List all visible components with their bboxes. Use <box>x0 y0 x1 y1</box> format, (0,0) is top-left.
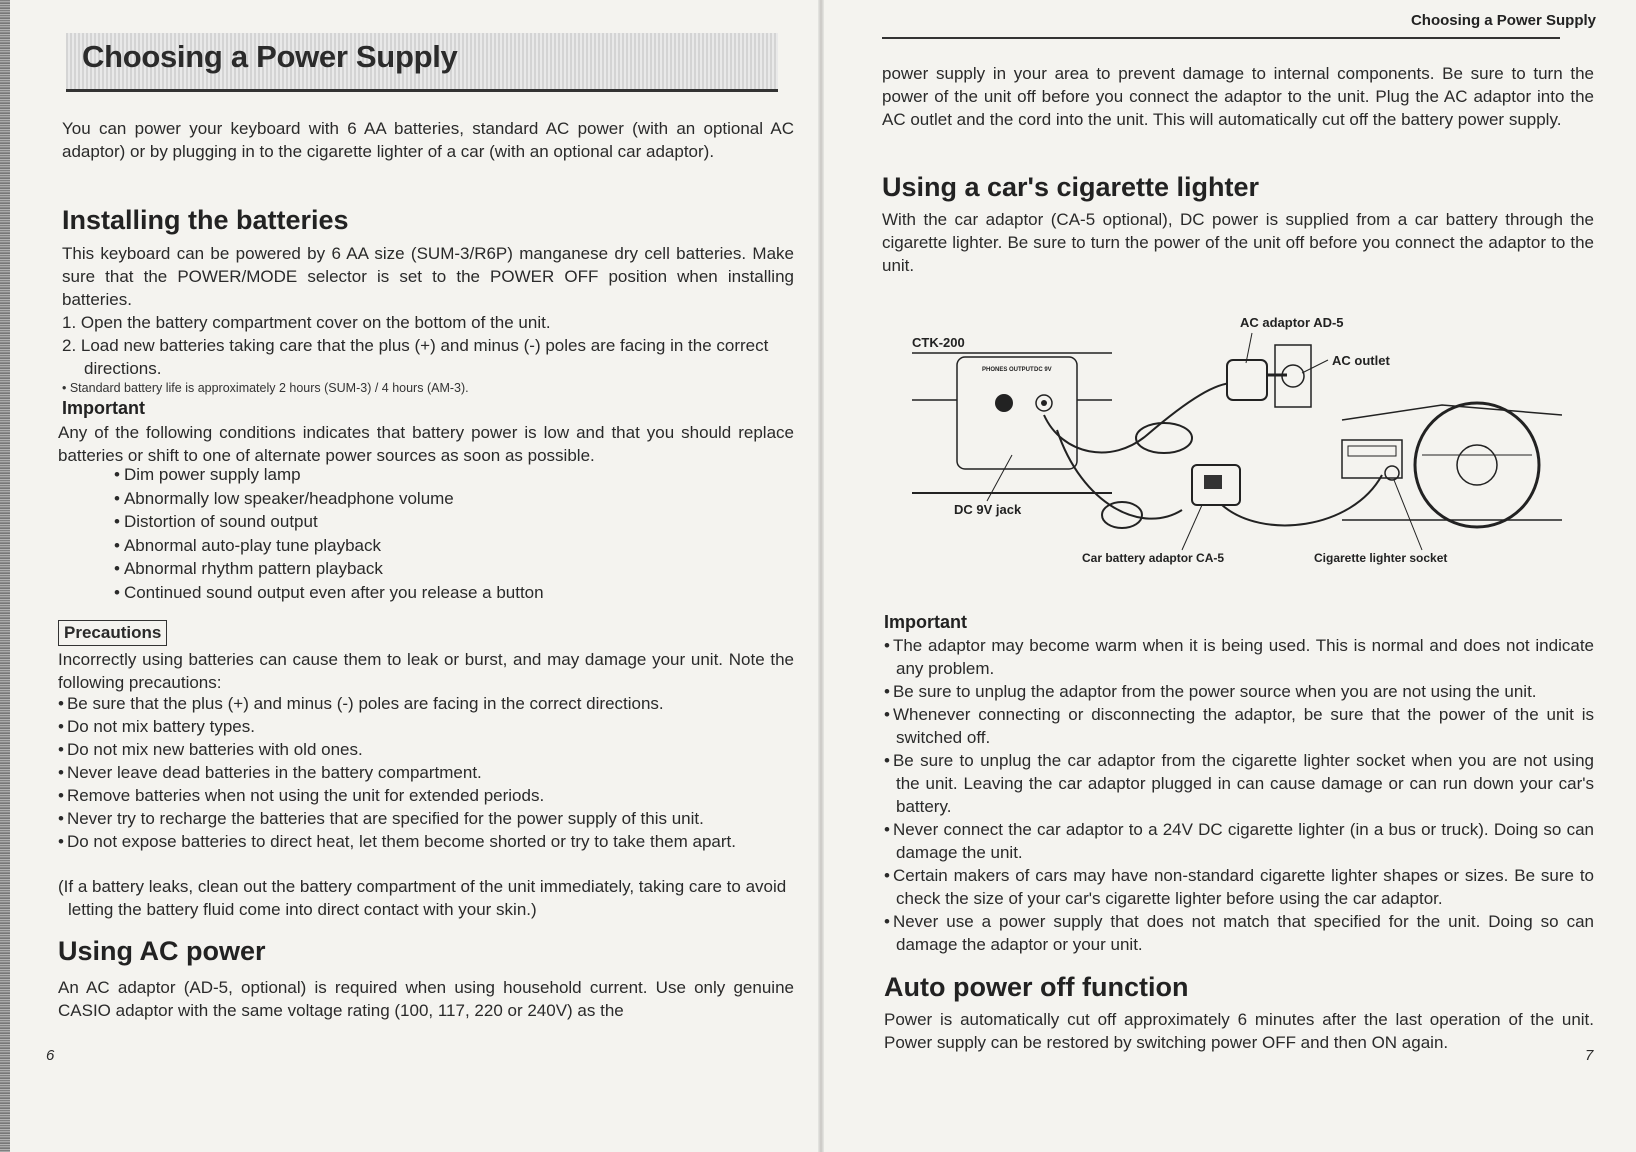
condition-item: • Dim power supply lamp <box>114 463 734 487</box>
adaptor-note: • Whenever connecting or disconnecting the adaptor, be sure that the power of the unit is switched off. <box>884 703 1594 749</box>
batteries-body: This keyboard can be powered by 6 AA size (SUM-3/R6P) manganese dry cell batteries. Make sure that the POWER/MODE selector is set to the POWER OFF position when installing batteries. <box>62 244 794 309</box>
precautions-intro: Incorrectly using batteries can cause them to leak or burst, and may damage your unit. Note the following precautions: <box>58 650 794 692</box>
title-banner <box>66 33 778 92</box>
adaptor-note: • Be sure to unplug the adaptor from the power source when you are not using the unit. <box>884 680 1594 703</box>
lighter-socket-label: Cigarette lighter socket <box>1314 551 1448 565</box>
jack-label-dc: DC 9V <box>1034 367 1052 373</box>
connection-diagram <box>882 305 1562 580</box>
precaution-item: • Never leave dead batteries in the battery compartment. <box>58 761 794 784</box>
right-important-label: Important <box>884 612 967 632</box>
battery-life-note: • Standard battery life is approximately 2 hours (SUM-3) / 4 hours (AM-3). <box>62 381 469 395</box>
car-dashboard-illustration <box>1342 403 1562 527</box>
model-label: CTK-200 <box>912 335 965 350</box>
precaution-item: • Do not mix new batteries with old ones. <box>58 738 794 761</box>
ac-power-body: An AC adaptor (AD-5, optional) is required when using household current. Use only genuine CASIO adaptor with the same voltage rating (100, 117, 220 or 240V) as the <box>58 978 794 1020</box>
jack-label-phones: PHONES OUTPUT <box>982 367 1034 373</box>
book-spine <box>818 0 824 1152</box>
intro-paragraph: You can power your keyboard with 6 AA batteries, standard AC power (with an optional AC adaptor) or by plugging in to the cigarette lighter of a car (with an optional car adaptor). <box>62 119 794 161</box>
condition-item: • Abnormal rhythm pattern playback <box>114 557 734 581</box>
batteries-heading: Installing the batteries <box>62 205 349 235</box>
low-battery-conditions <box>114 463 734 604</box>
battery-step: 2. Load new batteries taking care that the plus (+) and minus (-) poles are facing in the correct directions. <box>62 336 769 378</box>
battery-step: 1. Open the battery compartment cover on the bottom of the unit. <box>62 313 551 332</box>
running-head: Choosing a Power Supply <box>1410 12 1596 29</box>
precaution-item: • Be sure that the plus (+) and minus (-) poles are facing in the correct directions. <box>58 692 794 715</box>
condition-item: • Distortion of sound output <box>114 510 734 534</box>
condition-item: • Abnormally low speaker/headphone volume <box>114 487 734 511</box>
precaution-item: • Never try to recharge the batteries that are specified for the power supply of this unit. <box>58 807 794 830</box>
adaptor-important-list <box>884 634 1594 956</box>
condition-item: • Abnormal auto-play tune playback <box>114 534 734 558</box>
page-number-right: 7 <box>1585 1047 1594 1064</box>
important-label: Important <box>62 398 145 418</box>
car-lighter-heading: Using a car's cigarette lighter <box>882 172 1260 202</box>
precaution-item: • Do not mix battery types. <box>58 715 794 738</box>
precautions-list <box>58 692 794 853</box>
adaptor-note: • Never use a power supply that does not match that specified for the unit. Doing so can damage the adaptor or your unit. <box>884 910 1594 956</box>
precaution-item: • Remove batteries when not using the unit for extended periods. <box>58 784 794 807</box>
adaptor-note: • The adaptor may become warm when it is being used. This is normal and does not indicate any problem. <box>884 634 1594 680</box>
page-title: Choosing a Power Supply <box>82 39 458 74</box>
precaution-item: • Do not expose batteries to direct heat, let them become shorted or try to take them apart. <box>58 830 794 853</box>
ac-adaptor-illustration <box>1227 345 1311 407</box>
important-text: Any of the following conditions indicates that battery power is low and that you should replace batteries or shift to one of alternate power sources as soon as possible. <box>58 423 794 465</box>
auto-off-heading: Auto power off function <box>884 972 1189 1002</box>
dc-jack-label: DC 9V jack <box>954 502 1022 517</box>
battery-steps <box>62 311 794 380</box>
adaptor-note: • Be sure to unplug the car adaptor from the cigarette lighter socket when you are not using the unit. Leaving the car adaptor plugged in can cause damage or can run down your car's battery. <box>884 749 1594 818</box>
left-page <box>46 0 794 1152</box>
auto-off-body: Power is automatically cut off approximately 6 minutes after the last operation of the unit. Power supply can be restored by switching power OFF and then ON again. <box>884 1010 1594 1052</box>
page-number-left: 6 <box>46 1047 55 1064</box>
header-rule <box>882 37 1560 39</box>
keyboard-unit-illustration <box>912 353 1112 493</box>
ac-power-heading: Using AC power <box>58 936 266 966</box>
car-lighter-body: With the car adaptor (CA-5 optional), DC power is supplied from a car battery through the cigarette lighter. Be sure to turn the power of the unit off before you connect the adaptor to the unit. <box>882 210 1594 275</box>
car-adaptor-illustration <box>1192 465 1382 525</box>
scan-edge <box>0 0 10 1152</box>
car-adaptor-label: Car battery adaptor CA-5 <box>1082 551 1225 565</box>
ac-continued-text: power supply in your area to prevent damage to internal components. Be sure to turn the power of the unit off before you connect the adaptor to the unit. Plug the AC adaptor into the AC outlet and the cord into the unit. This will automatically cut off the battery power supply. <box>882 64 1594 129</box>
condition-item: • Continued sound output even after you release a button <box>114 581 734 605</box>
ac-adaptor-label: AC adaptor AD-5 <box>1240 315 1344 330</box>
adaptor-note: • Never connect the car adaptor to a 24V DC cigarette lighter (in a bus or truck). Doing so can damage the unit. <box>884 818 1594 864</box>
leak-note: (If a battery leaks, clean out the battery compartment of the unit immediately, taking care to avoid letting the battery fluid come into direct contact with your skin.) <box>58 877 787 919</box>
adaptor-note: • Certain makers of cars may have non-standard cigarette lighter shapes or sizes. Be sure to check the size of your car's cigarette lighter before using the car adaptor. <box>884 864 1594 910</box>
ac-outlet-label: AC outlet <box>1332 353 1390 368</box>
precautions-label: Precautions <box>58 620 167 646</box>
